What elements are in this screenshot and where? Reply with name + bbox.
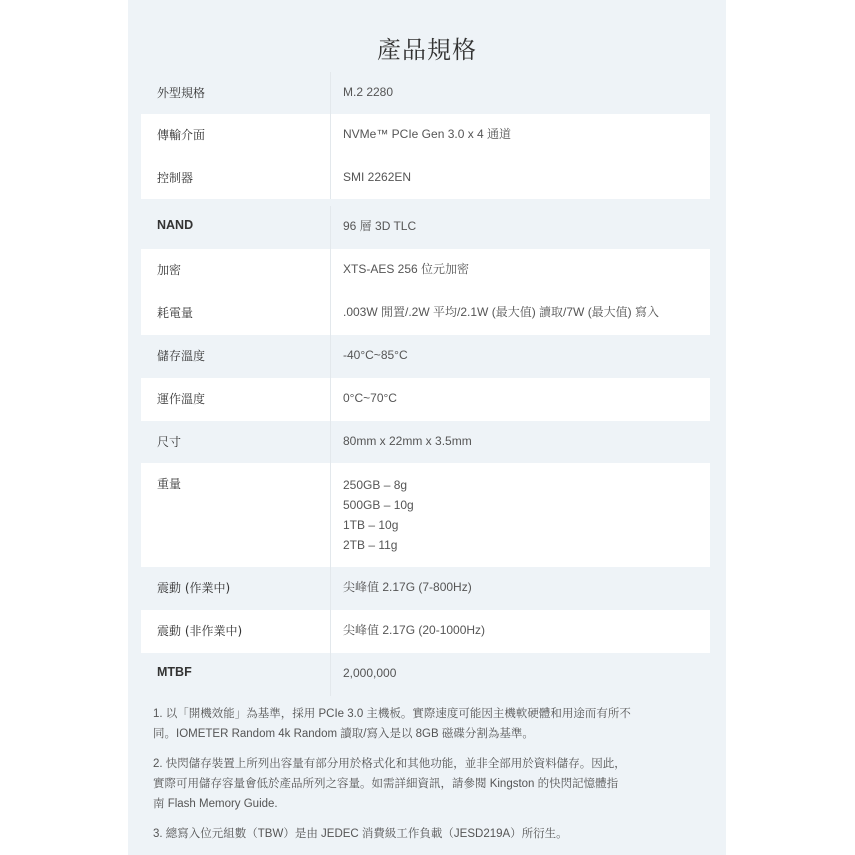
- spec-label: 重量: [141, 463, 331, 567]
- spec-label: 控制器: [141, 157, 331, 199]
- spec-value: [331, 249, 710, 292]
- footnote-line: 3. 總寫入位元組數（TBW）是由 JEDEC 消費級工作負載（JESD219A）所衍生。: [153, 828, 568, 840]
- spec-value: [331, 335, 710, 378]
- spec-value-line: 250GB – 8g: [343, 478, 408, 492]
- spec-value-line: M.2 2280: [343, 85, 394, 99]
- spec-row: [141, 567, 710, 610]
- spec-value: [331, 567, 710, 610]
- footnote-3: [153, 824, 718, 844]
- spec-label: 震動 (非作業中): [141, 610, 331, 653]
- spec-label: NAND: [141, 206, 331, 249]
- spec-value-line: NVMe™ PCIe Gen 3.0 x 4 通道: [343, 127, 512, 141]
- footnote-line: 2. 快閃儲存裝置上所列出容量有部分用於格式化和其他功能，並非全部用於資料儲存。因此，: [153, 758, 626, 770]
- spec-value-line: XTS-AES 256 位元加密: [343, 262, 470, 276]
- spec-value: [331, 157, 710, 199]
- spec-label: 運作溫度: [141, 378, 331, 421]
- footnote-line: 1. 以「開機效能」為基準，採用 PCIe 3.0 主機板。實際速度可能因主機軟硬體和用途而有所不: [153, 708, 631, 720]
- spec-value-line: 0°C~70°C: [343, 391, 397, 405]
- spec-row: [141, 421, 710, 463]
- spec-row: [141, 72, 710, 114]
- spec-value-line: 2TB – 11g: [343, 538, 398, 552]
- spec-value: [331, 206, 710, 249]
- footnote-2: [153, 754, 718, 814]
- spec-value-line: SMI 2262EN: [343, 170, 412, 184]
- spec-row: [141, 653, 710, 696]
- page-title: 產品規格: [377, 36, 477, 64]
- spec-value-line: 2,000,000: [343, 666, 397, 680]
- spec-label: 外型規格: [141, 72, 331, 114]
- spec-value: [331, 114, 710, 157]
- spec-label: MTBF: [141, 653, 331, 696]
- spec-value: [331, 463, 710, 567]
- spec-value-line: -40°C~85°C: [343, 348, 408, 362]
- spec-label: 傳輸介面: [141, 114, 331, 157]
- spec-value-line: 1TB – 10g: [343, 518, 399, 532]
- spec-row: [141, 249, 710, 292]
- spec-label: 儲存溫度: [141, 335, 331, 378]
- spec-label: 加密: [141, 249, 331, 292]
- spec-row: [141, 378, 710, 421]
- spec-value-line: 80mm x 22mm x 3.5mm: [343, 434, 472, 448]
- footnote-line: 南 Flash Memory Guide.: [153, 798, 278, 810]
- spec-value-line: .003W 閒置/.2W 平均/2.1W (最大值) 讀取/7W (最大值) 寫入: [343, 305, 660, 319]
- spec-value-line: 96 層 3D TLC: [343, 219, 417, 233]
- spec-row: [141, 292, 710, 335]
- spec-value-line: 尖峰值 2.17G (20-1000Hz): [343, 623, 486, 637]
- spec-row: [141, 114, 710, 157]
- spec-table: [141, 72, 710, 696]
- spec-label: 尺寸: [141, 421, 331, 463]
- spec-row: [141, 206, 710, 249]
- footnote-line: 實際可用儲存容量會低於產品所列之容量。如需詳細資訊，請參閱 Kingston 的快閃記憶體指: [153, 778, 619, 790]
- spec-value: [331, 72, 710, 114]
- spec-row: [141, 157, 710, 199]
- spec-label: 耗電量: [141, 292, 331, 335]
- spec-label: 震動 (作業中): [141, 567, 331, 610]
- spec-value-line: 尖峰值 2.17G (7-800Hz): [343, 580, 472, 594]
- spec-row: [141, 610, 710, 653]
- spec-value: [331, 653, 710, 696]
- spec-value: [331, 421, 710, 463]
- spec-row: [141, 335, 710, 378]
- spec-row: [141, 463, 710, 567]
- spec-value: [331, 292, 710, 335]
- footnote-line: 同。IOMETER Random 4k Random 讀取/寫入是以 8GB 磁碟分割為基準。: [153, 728, 534, 740]
- spec-value: [331, 378, 710, 421]
- spec-value: [331, 610, 710, 653]
- footnote-1: [153, 704, 718, 744]
- footnotes: [153, 704, 718, 854]
- spec-value-line: 500GB – 10g: [343, 498, 414, 512]
